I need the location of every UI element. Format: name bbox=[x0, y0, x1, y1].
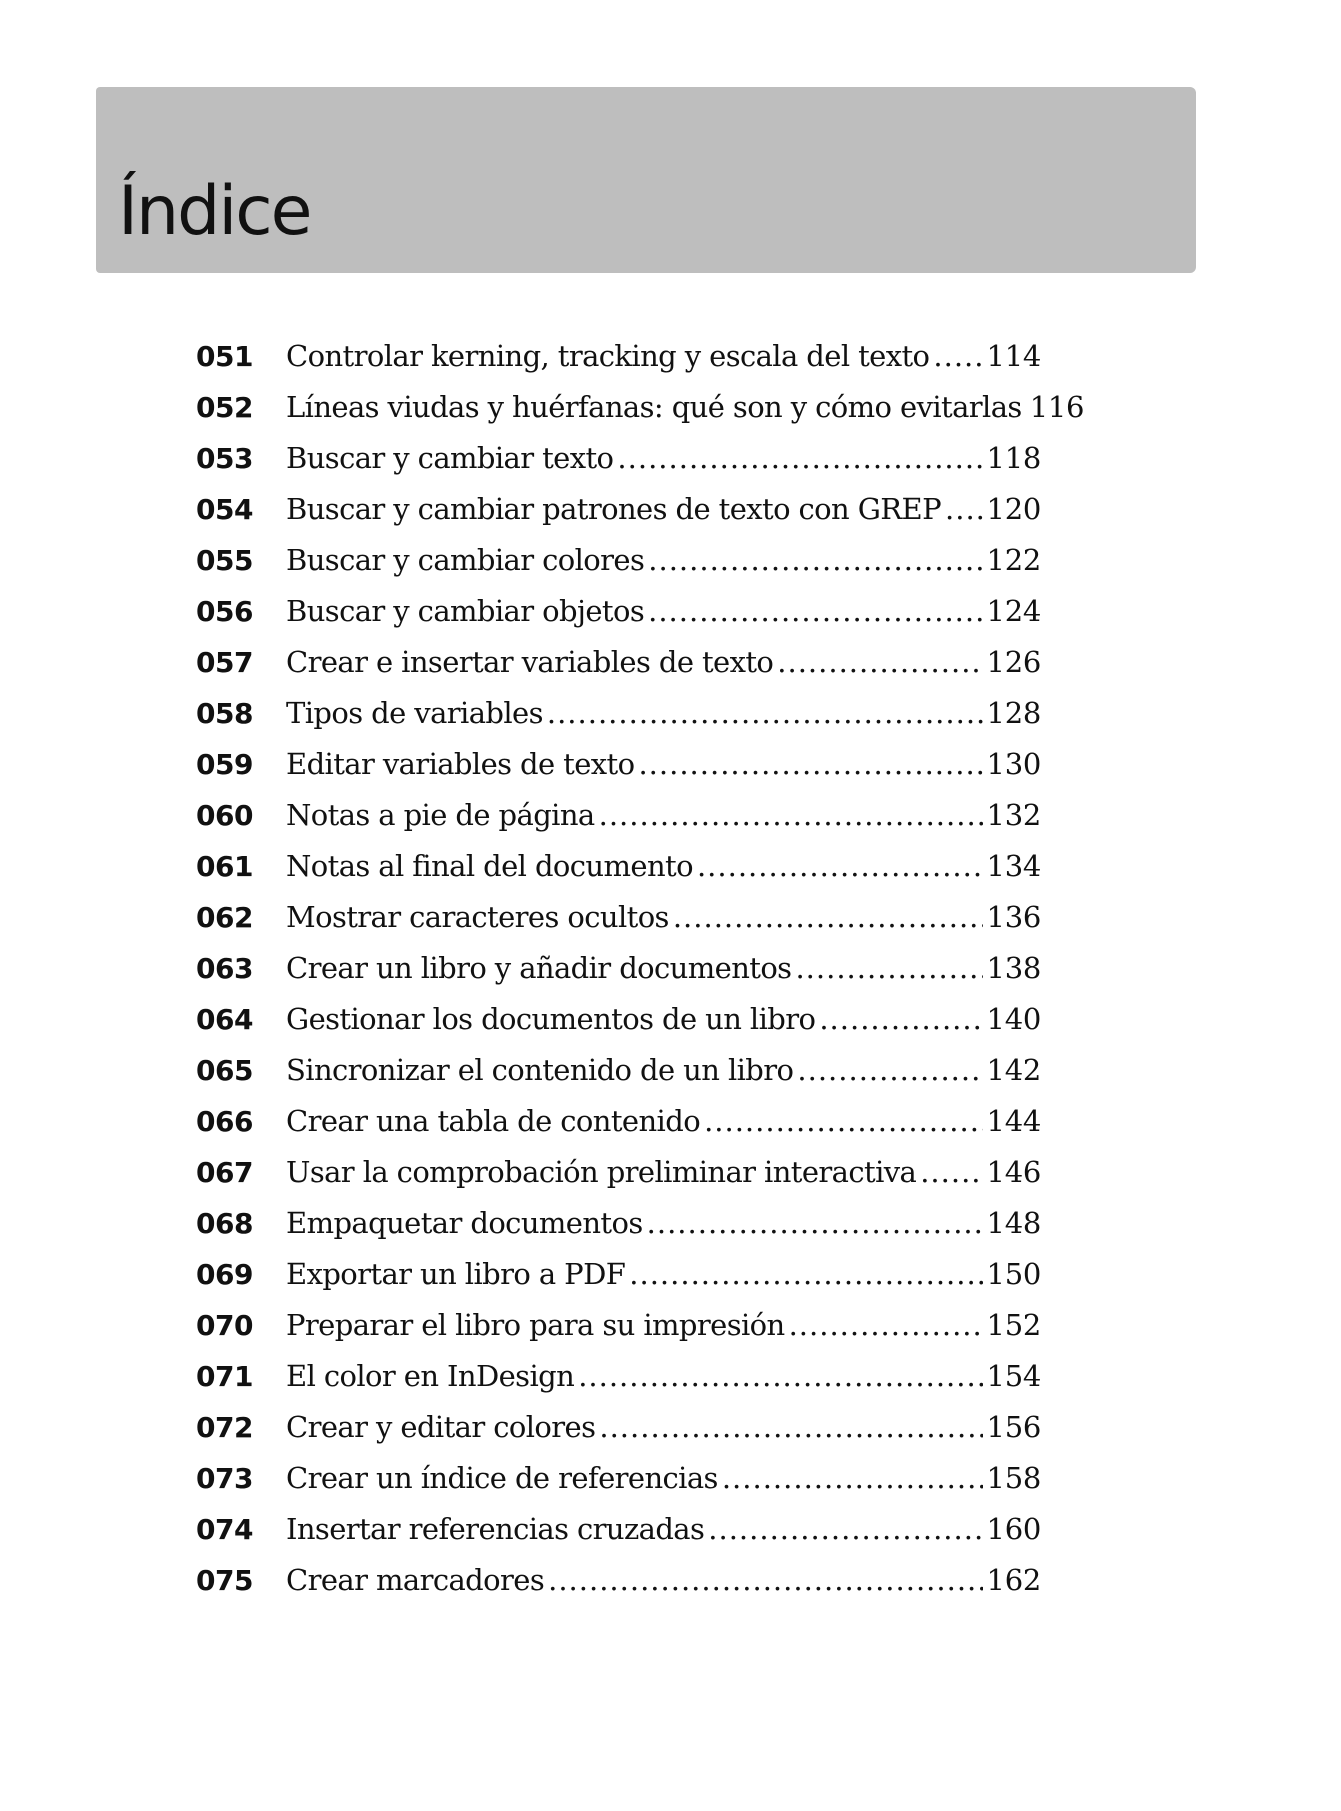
entry-title: Editar variables de texto bbox=[286, 747, 635, 781]
dot-leader bbox=[617, 433, 982, 484]
dot-leader bbox=[638, 739, 982, 790]
entry-page-number: 120 bbox=[986, 492, 1041, 526]
toc-entry[interactable] bbox=[196, 994, 1041, 1045]
entry-number: 056 bbox=[196, 595, 253, 628]
entry-number: 072 bbox=[196, 1411, 253, 1444]
entry-page-number: 126 bbox=[986, 645, 1041, 679]
entry-page-number: 116 bbox=[1029, 390, 1085, 424]
entry-page-number: 146 bbox=[986, 1155, 1041, 1189]
entry-title: Notas al final del documento bbox=[286, 849, 693, 883]
entry-page-number: 124 bbox=[986, 594, 1041, 628]
entry-number: 060 bbox=[196, 799, 253, 832]
entry-page-number: 150 bbox=[986, 1257, 1041, 1291]
dot-leader bbox=[920, 1147, 982, 1198]
entry-title: Crear e insertar variables de texto bbox=[286, 645, 774, 679]
toc-entry[interactable] bbox=[196, 382, 1085, 433]
entry-title: Crear marcadores bbox=[286, 1563, 545, 1597]
entry-page-number: 132 bbox=[986, 798, 1041, 832]
dot-leader bbox=[819, 994, 982, 1045]
entry-number: 065 bbox=[196, 1054, 253, 1087]
entry-page-number: 122 bbox=[986, 543, 1041, 577]
entry-number: 073 bbox=[196, 1462, 253, 1495]
entry-number: 055 bbox=[196, 544, 253, 577]
entry-page-number: 138 bbox=[986, 951, 1041, 985]
entry-page-number: 152 bbox=[986, 1308, 1041, 1342]
dot-leader bbox=[599, 790, 983, 841]
toc-entry[interactable] bbox=[196, 892, 1041, 943]
toc-entry[interactable] bbox=[196, 1555, 1041, 1606]
entry-number: 070 bbox=[196, 1309, 253, 1342]
entry-page-number: 142 bbox=[986, 1053, 1041, 1087]
entry-title: Crear una tabla de contenido bbox=[286, 1104, 701, 1138]
dot-leader bbox=[704, 1096, 982, 1147]
toc-entry[interactable] bbox=[196, 841, 1041, 892]
toc-entry[interactable] bbox=[196, 586, 1041, 637]
entry-page-number: 130 bbox=[986, 747, 1041, 781]
dot-leader bbox=[673, 892, 983, 943]
entry-title: Sincronizar el contenido de un libro bbox=[286, 1053, 794, 1087]
entry-number: 057 bbox=[196, 646, 253, 679]
entry-number: 063 bbox=[196, 952, 253, 985]
entry-page-number: 162 bbox=[986, 1563, 1041, 1597]
entry-title: Tipos de variables bbox=[286, 696, 543, 730]
entry-number: 062 bbox=[196, 901, 253, 934]
entry-number: 069 bbox=[196, 1258, 253, 1291]
entry-title: Líneas viudas y huérfanas: qué son y cómo evitarlas bbox=[286, 390, 1022, 424]
entry-page-number: 144 bbox=[986, 1104, 1041, 1138]
entry-title: Crear un índice de referencias bbox=[286, 1461, 718, 1495]
toc-entry[interactable] bbox=[196, 1198, 1041, 1249]
entry-page-number: 114 bbox=[986, 339, 1041, 373]
entry-title: Buscar y cambiar colores bbox=[286, 543, 645, 577]
entry-title: El color en InDesign bbox=[286, 1359, 575, 1393]
entry-number: 074 bbox=[196, 1513, 253, 1546]
entry-number: 071 bbox=[196, 1360, 253, 1393]
entry-title: Buscar y cambiar texto bbox=[286, 441, 614, 475]
dot-leader bbox=[708, 1504, 982, 1555]
entry-page-number: 154 bbox=[986, 1359, 1041, 1393]
entry-page-number: 140 bbox=[986, 1002, 1041, 1036]
entry-title: Buscar y cambiar patrones de texto con GREP bbox=[286, 492, 942, 526]
entry-page-number: 160 bbox=[986, 1512, 1041, 1546]
toc-entry[interactable] bbox=[196, 433, 1041, 484]
entry-page-number: 118 bbox=[986, 441, 1041, 475]
toc-entry[interactable] bbox=[196, 1045, 1041, 1096]
page-title: Índice bbox=[118, 172, 311, 251]
entry-page-number: 156 bbox=[986, 1410, 1041, 1444]
dot-leader bbox=[722, 1453, 983, 1504]
entry-title: Empaquetar documentos bbox=[286, 1206, 643, 1240]
entry-number: 075 bbox=[196, 1564, 253, 1597]
toc-entry[interactable] bbox=[196, 1504, 1041, 1555]
entry-title: Notas a pie de página bbox=[286, 798, 595, 832]
entry-title: Exportar un libro a PDF bbox=[286, 1257, 626, 1291]
toc-entry[interactable] bbox=[196, 1453, 1041, 1504]
entry-page-number: 148 bbox=[986, 1206, 1041, 1240]
entry-title: Mostrar caracteres ocultos bbox=[286, 900, 669, 934]
dot-leader bbox=[599, 1402, 982, 1453]
entry-title: Controlar kerning, tracking y escala del texto bbox=[286, 339, 930, 373]
entry-title: Preparar el libro para su impresión bbox=[286, 1308, 785, 1342]
dot-leader bbox=[795, 943, 982, 994]
toc-entry[interactable] bbox=[196, 637, 1041, 688]
dot-leader bbox=[648, 535, 982, 586]
entry-title: Gestionar los documentos de un libro bbox=[286, 1002, 816, 1036]
entry-page-number: 128 bbox=[986, 696, 1041, 730]
toc-entry[interactable] bbox=[196, 1300, 1041, 1351]
toc-entry[interactable] bbox=[196, 739, 1041, 790]
toc-entry[interactable] bbox=[196, 331, 1041, 382]
toc-entry[interactable] bbox=[196, 1402, 1041, 1453]
toc-entry[interactable] bbox=[196, 1096, 1041, 1147]
entry-title: Buscar y cambiar objetos bbox=[286, 594, 645, 628]
toc-entry[interactable] bbox=[196, 1147, 1041, 1198]
entry-page-number: 136 bbox=[986, 900, 1041, 934]
entry-title: Insertar referencias cruzadas bbox=[286, 1512, 705, 1546]
dot-leader bbox=[697, 841, 983, 892]
entry-number: 061 bbox=[196, 850, 253, 883]
entry-title: Usar la comprobación preliminar interactiva bbox=[286, 1155, 917, 1189]
entry-page-number: 158 bbox=[986, 1461, 1041, 1495]
toc-entry[interactable] bbox=[196, 943, 1041, 994]
entry-number: 067 bbox=[196, 1156, 253, 1189]
entry-number: 066 bbox=[196, 1105, 253, 1138]
entry-title: Crear y editar colores bbox=[286, 1410, 596, 1444]
entry-number: 052 bbox=[196, 391, 253, 424]
dot-leader bbox=[578, 1351, 982, 1402]
entry-page-number: 134 bbox=[986, 849, 1041, 883]
dot-leader bbox=[777, 637, 982, 688]
entry-number: 064 bbox=[196, 1003, 253, 1036]
entry-number: 068 bbox=[196, 1207, 253, 1240]
dot-leader bbox=[933, 331, 982, 382]
toc-entry[interactable] bbox=[196, 535, 1041, 586]
dot-leader bbox=[797, 1045, 982, 1096]
dot-leader bbox=[945, 484, 983, 535]
dot-leader bbox=[629, 1249, 982, 1300]
toc-entry[interactable] bbox=[196, 1249, 1041, 1300]
entry-number: 051 bbox=[196, 340, 253, 373]
entry-title: Crear un libro y añadir documentos bbox=[286, 951, 792, 985]
entry-number: 053 bbox=[196, 442, 253, 475]
toc-entry[interactable] bbox=[196, 790, 1041, 841]
dot-leader bbox=[647, 1198, 983, 1249]
entry-number: 059 bbox=[196, 748, 253, 781]
dot-leader bbox=[648, 586, 982, 637]
dot-leader bbox=[548, 1555, 982, 1606]
toc-entry[interactable] bbox=[196, 1351, 1041, 1402]
entry-number: 058 bbox=[196, 697, 253, 730]
table-of-contents bbox=[196, 331, 1085, 1606]
toc-entry[interactable] bbox=[196, 688, 1041, 739]
dot-leader bbox=[789, 1300, 983, 1351]
toc-entry[interactable] bbox=[196, 484, 1041, 535]
dot-leader bbox=[547, 688, 983, 739]
entry-number: 054 bbox=[196, 493, 253, 526]
